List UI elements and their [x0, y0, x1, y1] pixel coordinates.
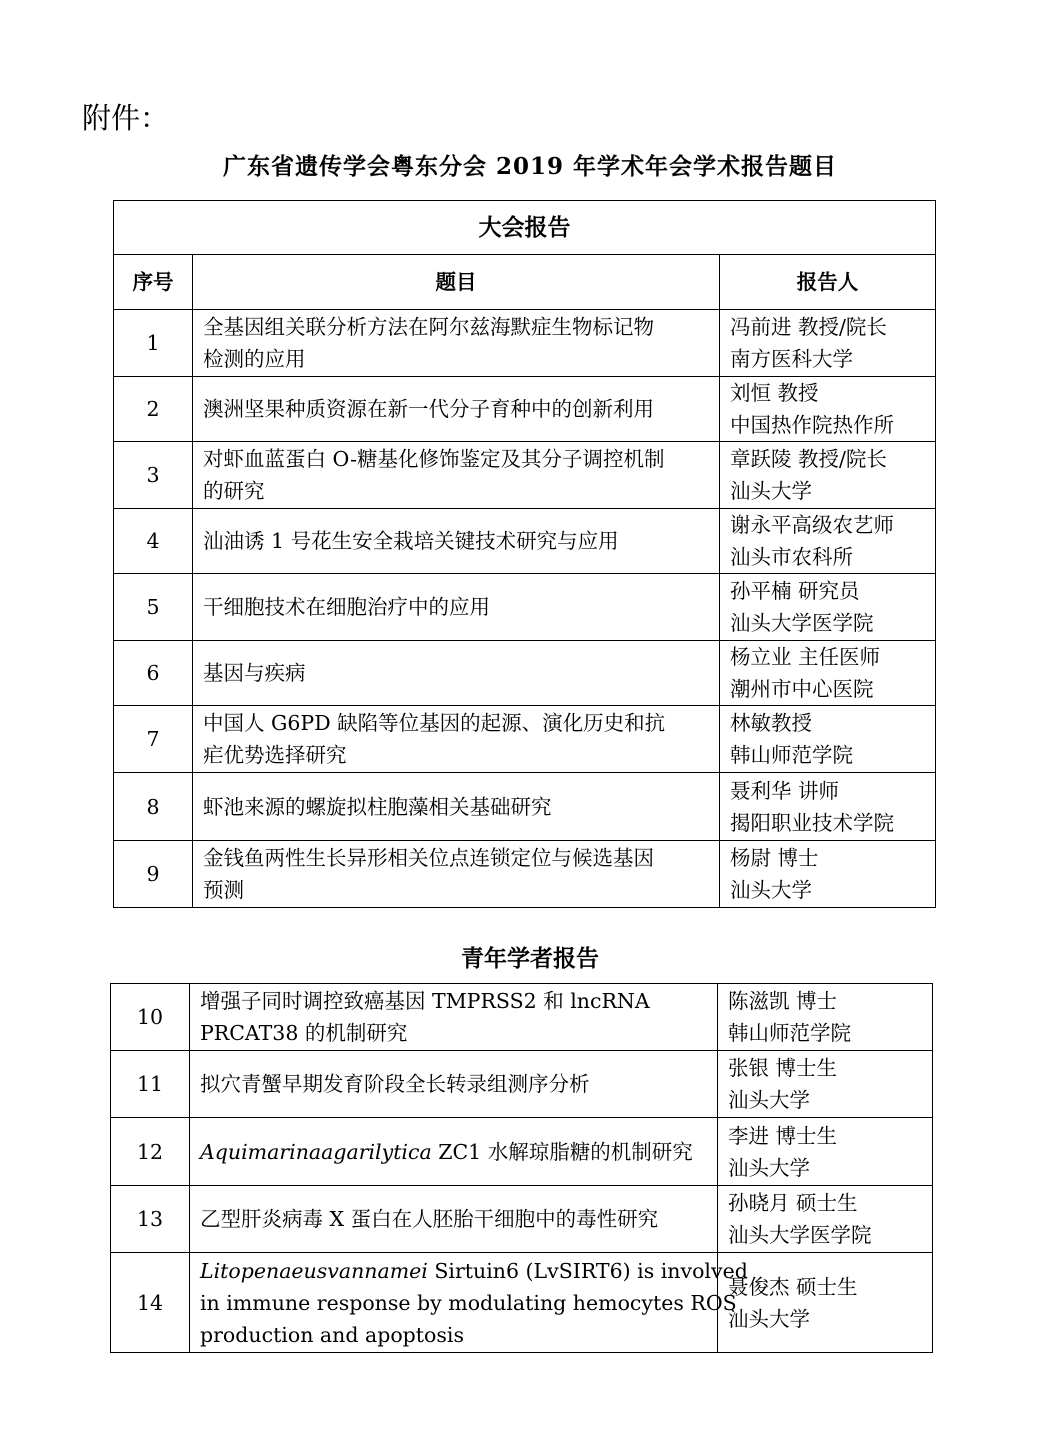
table-row	[111, 1253, 933, 1353]
document-title: 广东省遗传学会粤东分会 2019 年学术年会学术报告题目	[222, 153, 838, 180]
young-report-table	[110, 983, 933, 1353]
topic-line: 汕油诱 1 号花生安全栽培关键技术研究与应用	[203, 529, 619, 553]
topic-line	[200, 1255, 748, 1287]
report-speaker	[720, 574, 936, 641]
row-number: 8	[114, 773, 193, 841]
table-row	[114, 641, 936, 706]
topic-line: 拟穴青蟹早期发育阶段全长转录组测序分析	[200, 1072, 590, 1096]
topic-line: 对虾血蓝蛋白 O-糖基化修饰鉴定及其分子调控机制	[203, 447, 665, 471]
report-topic	[193, 641, 720, 706]
topic-line: 的研究	[203, 479, 265, 503]
topic-text: ZC1 水解琼脂糖的机制研究	[431, 1139, 693, 1164]
topic-line: 基因与疾病	[203, 661, 306, 685]
topic-line: 检测的应用	[203, 347, 306, 371]
row-number: 14	[111, 1253, 190, 1353]
topic-line: 预测	[203, 878, 244, 902]
report-speaker	[720, 641, 936, 706]
speaker-line: 汕头大学医学院	[728, 1223, 872, 1247]
table-row	[114, 442, 936, 509]
topic-line: 乙型肝炎病毒 X 蛋白在人胚胎干细胞中的毒性研究	[200, 1207, 659, 1231]
row-number: 7	[114, 706, 193, 773]
row-number: 10	[111, 984, 190, 1051]
speaker-line: 揭阳职业技术学院	[730, 810, 894, 835]
report-topic	[193, 574, 720, 641]
topic-line: 虾池来源的螺旋拟柱胞藻相关基础研究	[203, 794, 552, 819]
report-topic	[193, 377, 720, 442]
table-row	[114, 310, 936, 377]
speaker-line: 杨立业 主任医师	[730, 645, 881, 669]
row-number: 13	[111, 1186, 190, 1253]
table-row	[114, 574, 936, 641]
topic-line: 增强子同时调控致癌基因 TMPRSS2 和 lncRNA	[200, 989, 650, 1013]
table-row	[114, 706, 936, 773]
report-speaker	[720, 706, 936, 773]
report-speaker	[720, 310, 936, 377]
topic-line: 澳洲坚果种质资源在新一代分子育种中的创新利用	[203, 397, 654, 421]
speaker-line: 汕头大学	[728, 1088, 810, 1112]
topic-line: 全基因组关联分析方法在阿尔兹海默症生物标记物	[203, 315, 654, 339]
report-topic	[190, 1253, 748, 1353]
report-speaker	[718, 1186, 933, 1253]
young-rows	[111, 984, 933, 1353]
speaker-line: 汕头大学	[728, 1155, 810, 1180]
topic-line: 干细胞技术在细胞治疗中的应用	[203, 595, 490, 619]
report-topic	[190, 1051, 718, 1118]
report-topic	[190, 1118, 718, 1186]
row-number: 11	[111, 1051, 190, 1118]
report-speaker	[720, 773, 936, 841]
topic-line	[200, 1136, 709, 1168]
row-number: 12	[111, 1118, 190, 1186]
report-speaker	[718, 984, 933, 1051]
speaker-line: 孙平楠 研究员	[730, 579, 860, 603]
table-row	[114, 773, 936, 841]
report-speaker	[718, 1051, 933, 1118]
topic-line: in immune response by modulating hemocytes ROS	[200, 1290, 737, 1315]
table-row	[111, 1186, 933, 1253]
speaker-line: 汕头大学	[730, 878, 812, 902]
speaker-line: 张银 博士生	[728, 1056, 838, 1080]
row-number: 6	[114, 641, 193, 706]
plenary-rows	[114, 310, 936, 908]
topic-line: 金钱鱼两性生长异形相关位点连锁定位与候选基因	[203, 846, 654, 870]
attachment-label: 附件：	[82, 101, 170, 135]
speaker-line: 汕头市农科所	[730, 545, 853, 569]
topic-line: PRCAT38 的机制研究	[200, 1021, 408, 1045]
plenary-report-table	[113, 200, 936, 908]
row-number: 2	[114, 377, 193, 442]
speaker-line: 汕头大学	[730, 479, 812, 503]
row-number: 3	[114, 442, 193, 509]
report-topic	[193, 442, 720, 509]
speaker-line: 汕头大学	[728, 1306, 810, 1331]
report-topic	[193, 706, 720, 773]
table-row	[114, 377, 936, 442]
speaker-line: 孙晓月 硕士生	[728, 1191, 858, 1215]
topic-line: 疟优势选择研究	[203, 743, 347, 767]
topic-line: 中国人 G6PD 缺陷等位基因的起源、演化历史和抗	[203, 711, 666, 735]
speaker-line: 汕头大学医学院	[730, 611, 874, 635]
table-row	[114, 509, 936, 574]
plenary-section-title: 大会报告	[114, 201, 936, 255]
header-topic: 题目	[193, 255, 720, 310]
report-topic	[193, 509, 720, 574]
speaker-line: 杨尉 博士	[730, 846, 819, 870]
report-speaker	[718, 1118, 933, 1186]
report-topic	[193, 841, 720, 908]
report-speaker	[720, 442, 936, 509]
row-number: 9	[114, 841, 193, 908]
speaker-line: 韩山师范学院	[728, 1021, 851, 1045]
report-topic	[190, 1186, 718, 1253]
report-speaker	[720, 841, 936, 908]
table-row	[114, 841, 936, 908]
speaker-line: 聂俊杰 硕士生	[728, 1274, 858, 1299]
row-number: 1	[114, 310, 193, 377]
topic-text: Sirtuin6 (LvSIRT6) is involved	[427, 1258, 748, 1283]
header-no: 序号	[114, 255, 193, 310]
speaker-line: 刘恒 教授	[730, 381, 819, 405]
report-speaker	[720, 509, 936, 574]
table-row	[111, 1051, 933, 1118]
young-section-title: 青年学者报告	[461, 945, 599, 972]
speaker-line: 谢永平高级农艺师	[730, 513, 894, 537]
speaker-line: 潮州市中心医院	[730, 677, 874, 701]
speaker-line: 韩山师范学院	[730, 743, 853, 767]
report-speaker	[720, 377, 936, 442]
speaker-line: 南方医科大学	[730, 347, 853, 371]
row-number: 5	[114, 574, 193, 641]
speaker-line: 聂利华 讲师	[730, 778, 840, 803]
report-topic	[193, 310, 720, 377]
speaker-line: 冯前进 教授/院长	[730, 315, 887, 339]
latin-name: Litopenaeusvannamei	[200, 1258, 428, 1283]
report-topic	[190, 984, 718, 1051]
row-number: 4	[114, 509, 193, 574]
speaker-line: 陈滋凯 博士	[728, 989, 838, 1013]
header-speaker: 报告人	[720, 255, 936, 310]
speaker-line: 林敏教授	[730, 711, 812, 735]
report-speaker	[718, 1253, 933, 1353]
table-row	[111, 984, 933, 1051]
speaker-line: 中国热作院热作所	[730, 413, 894, 437]
latin-name: Aquimarinaagarilytica	[200, 1139, 432, 1164]
table-row	[111, 1118, 933, 1186]
topic-line: production and apoptosis	[200, 1322, 464, 1347]
speaker-line: 李进 博士生	[728, 1123, 838, 1148]
speaker-line: 章跃陵 教授/院长	[730, 447, 887, 471]
report-topic	[193, 773, 720, 841]
